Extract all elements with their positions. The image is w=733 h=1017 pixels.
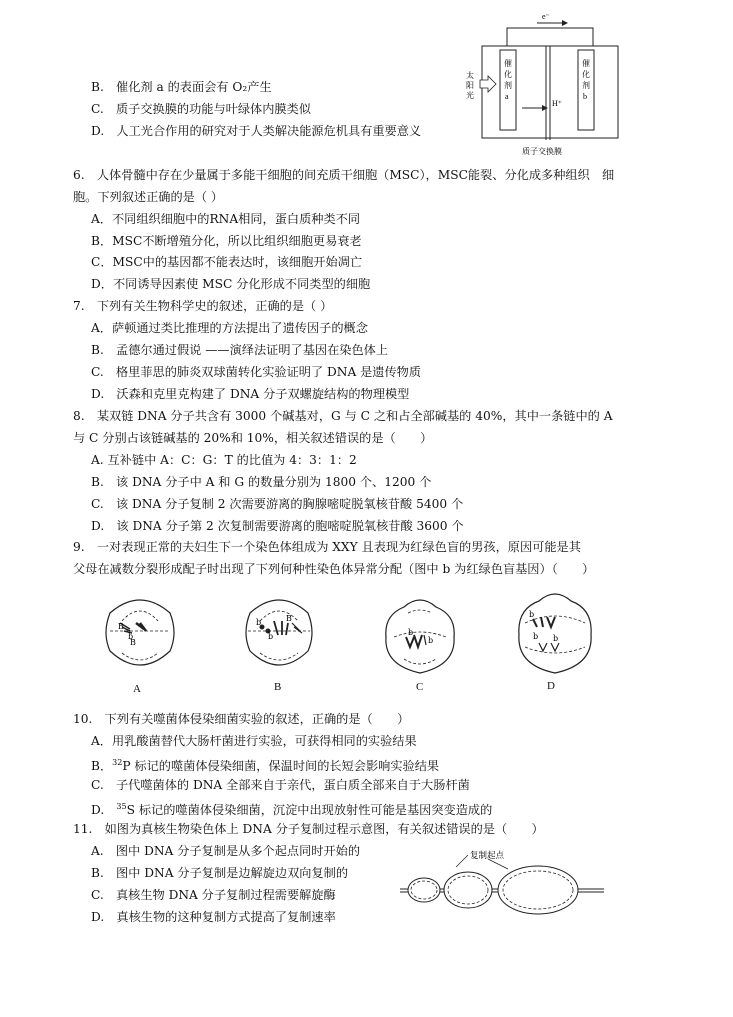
svg-text:B: B xyxy=(286,614,292,623)
svg-text:b: b xyxy=(408,628,414,637)
q11-option-c: C. 真核生物 DNA 分子复制过程需要解旋酶 xyxy=(91,888,336,902)
q8-option-a: A. 互补链中 A：C：G：T 的比值为 4：3：1：2 xyxy=(91,453,357,467)
cell-label-a: A xyxy=(133,683,141,695)
svg-text:b: b xyxy=(128,632,134,641)
q6-stem-line2: 胞。下列叙述正确的是（ ） xyxy=(73,190,224,204)
membrane-label: 质子交换膜 xyxy=(522,147,562,156)
q5-option-c: C. 质子交换膜的功能与叶绿体内膜类似 xyxy=(91,102,311,116)
cell-label-d: D xyxy=(547,680,555,692)
svg-text:b: b xyxy=(428,636,434,645)
q11-option-d: D. 真核生物的这种复制方式提高了复制速率 xyxy=(91,910,336,924)
q6-option-d: D．不同诱导因素使 MSC 分化形成不同类型的细胞 xyxy=(91,277,371,291)
q5-option-b: B. 催化剂 a 的表面会有 O₂产生 xyxy=(91,80,272,94)
q6-stem-line1: 6. 人体骨髓中存在少量属于多能干细胞的间充质干细胞（MSC），MSC能裂、分化成多种组织 细 xyxy=(73,168,615,182)
q7-option-b: B. 孟德尔通过假说 ——演绎法证明了基因在染色体上 xyxy=(91,343,389,357)
q10-stem: 10. 下列有关噬菌体侵染细菌实验的叙述，正确的是（ ） xyxy=(73,712,410,726)
cell-label-b: B xyxy=(274,681,282,693)
q8-option-c: C. 该 DNA 分子复制 2 次需要游离的胸腺嘧啶脱氧核苷酸 5400 个 xyxy=(91,497,464,511)
q7-option-d: D. 沃森和克里克构建了 DNA 分子双螺旋结构的物理模型 xyxy=(91,387,410,401)
svg-text:b: b xyxy=(256,618,262,627)
cell-figure-c xyxy=(380,593,460,677)
q10-option-c: C. 子代噬菌体的 DNA 全部来自于亲代，蛋白质全部来自于大肠杆菌 xyxy=(91,778,470,792)
q10-option-b: B．$^{32}$P 标记的噬菌体侵染细菌，保温时间的长短会影响实验结果 xyxy=(91,758,440,774)
q8-stem-line1: 8. 某双链 DNA 分子共含有 3000 个碱基对，G 与 C 之和占全部碱基的 40%，其中一条链中的 A xyxy=(73,409,613,423)
cell-figure-b xyxy=(238,593,320,675)
catalyst-b-label: 催化剂 b xyxy=(582,59,590,101)
catalyst-a-label: 催化剂 a xyxy=(504,59,512,101)
sunlight-label: 太阳光 xyxy=(466,71,474,100)
q9-stem-line2: 父母在减数分裂形成配子时出现了下列何种性染色体异常分配（图中 b 为红绿色盲基因）（ ） xyxy=(73,562,595,576)
q10-option-d: D. $^{35}$S 标记的噬菌体侵染细菌，沉淀中出现放射性可能是基因突变造成的 xyxy=(91,802,493,818)
svg-text:b: b xyxy=(529,610,535,619)
svg-text:b: b xyxy=(268,632,274,641)
svg-text:b: b xyxy=(553,634,559,643)
q5-option-d: D. 人工光合作用的研究对于人类解决能源危机具有重要意义 xyxy=(91,124,422,138)
q9-stem-line1: 9. 一对表现正常的夫妇生下一个染色体组成为 XXY 且表现为红绿色盲的男孩，原因可能是其 xyxy=(73,540,581,554)
q6-option-c: C．MSC中的基因都不能表达时，该细胞开始凋亡 xyxy=(91,255,363,269)
q8-stem-line2: 与 C 分别占该链碱基的 20%和 10%，相关叙述错误的是（ ） xyxy=(73,431,433,445)
svg-text:B: B xyxy=(130,638,136,647)
svg-text:b: b xyxy=(533,632,539,641)
artificial-photosynthesis-figure xyxy=(462,8,637,160)
cell-label-c: C xyxy=(416,681,424,693)
q7-stem: 7. 下列有关生物科学史的叙述，正确的是（ ） xyxy=(73,299,333,313)
cell-figure-a xyxy=(100,593,180,675)
q10-option-a: A．用乳酸菌替代大肠杆菌进行实验，可获得相同的实验结果 xyxy=(91,734,417,748)
q7-option-a: A．萨顿通过类比推理的方法提出了遗传因子的概念 xyxy=(91,321,368,335)
q11-stem: 11. 如图为真核生物染色体上 DNA 分子复制过程示意图，有关叙述错误的是（ ） xyxy=(73,822,544,836)
q11-option-a: A. 图中 DNA 分子复制是从多个起点同时开始的 xyxy=(91,844,361,858)
dna-replication-figure xyxy=(398,847,610,915)
electron-label: e⁻ xyxy=(542,12,550,21)
q6-option-a: A．不同组织细胞中的RNA相同，蛋白质种类不同 xyxy=(91,212,361,226)
replication-origin-label: 复制起点 xyxy=(470,850,505,860)
q6-option-b: B．MSC不断增殖分化，所以比组织细胞更易衰老 xyxy=(91,234,362,248)
q7-option-c: C. 格里菲思的肺炎双球菌转化实验证明了 DNA 是遗传物质 xyxy=(91,365,422,379)
proton-label: H⁺ xyxy=(552,99,562,108)
q8-option-b: B. 该 DNA 分子中 A 和 G 的数量分别为 1800 个、1200 个 xyxy=(91,475,432,489)
q8-option-d: D. 该 DNA 分子第 2 次复制需要游离的胞嘧啶脱氧核苷酸 3600 个 xyxy=(91,519,464,533)
q11-option-b: B. 图中 DNA 分子复制是边解旋边双向复制的 xyxy=(91,866,349,880)
svg-text:B: B xyxy=(118,622,124,631)
cell-figure-d xyxy=(513,587,597,677)
